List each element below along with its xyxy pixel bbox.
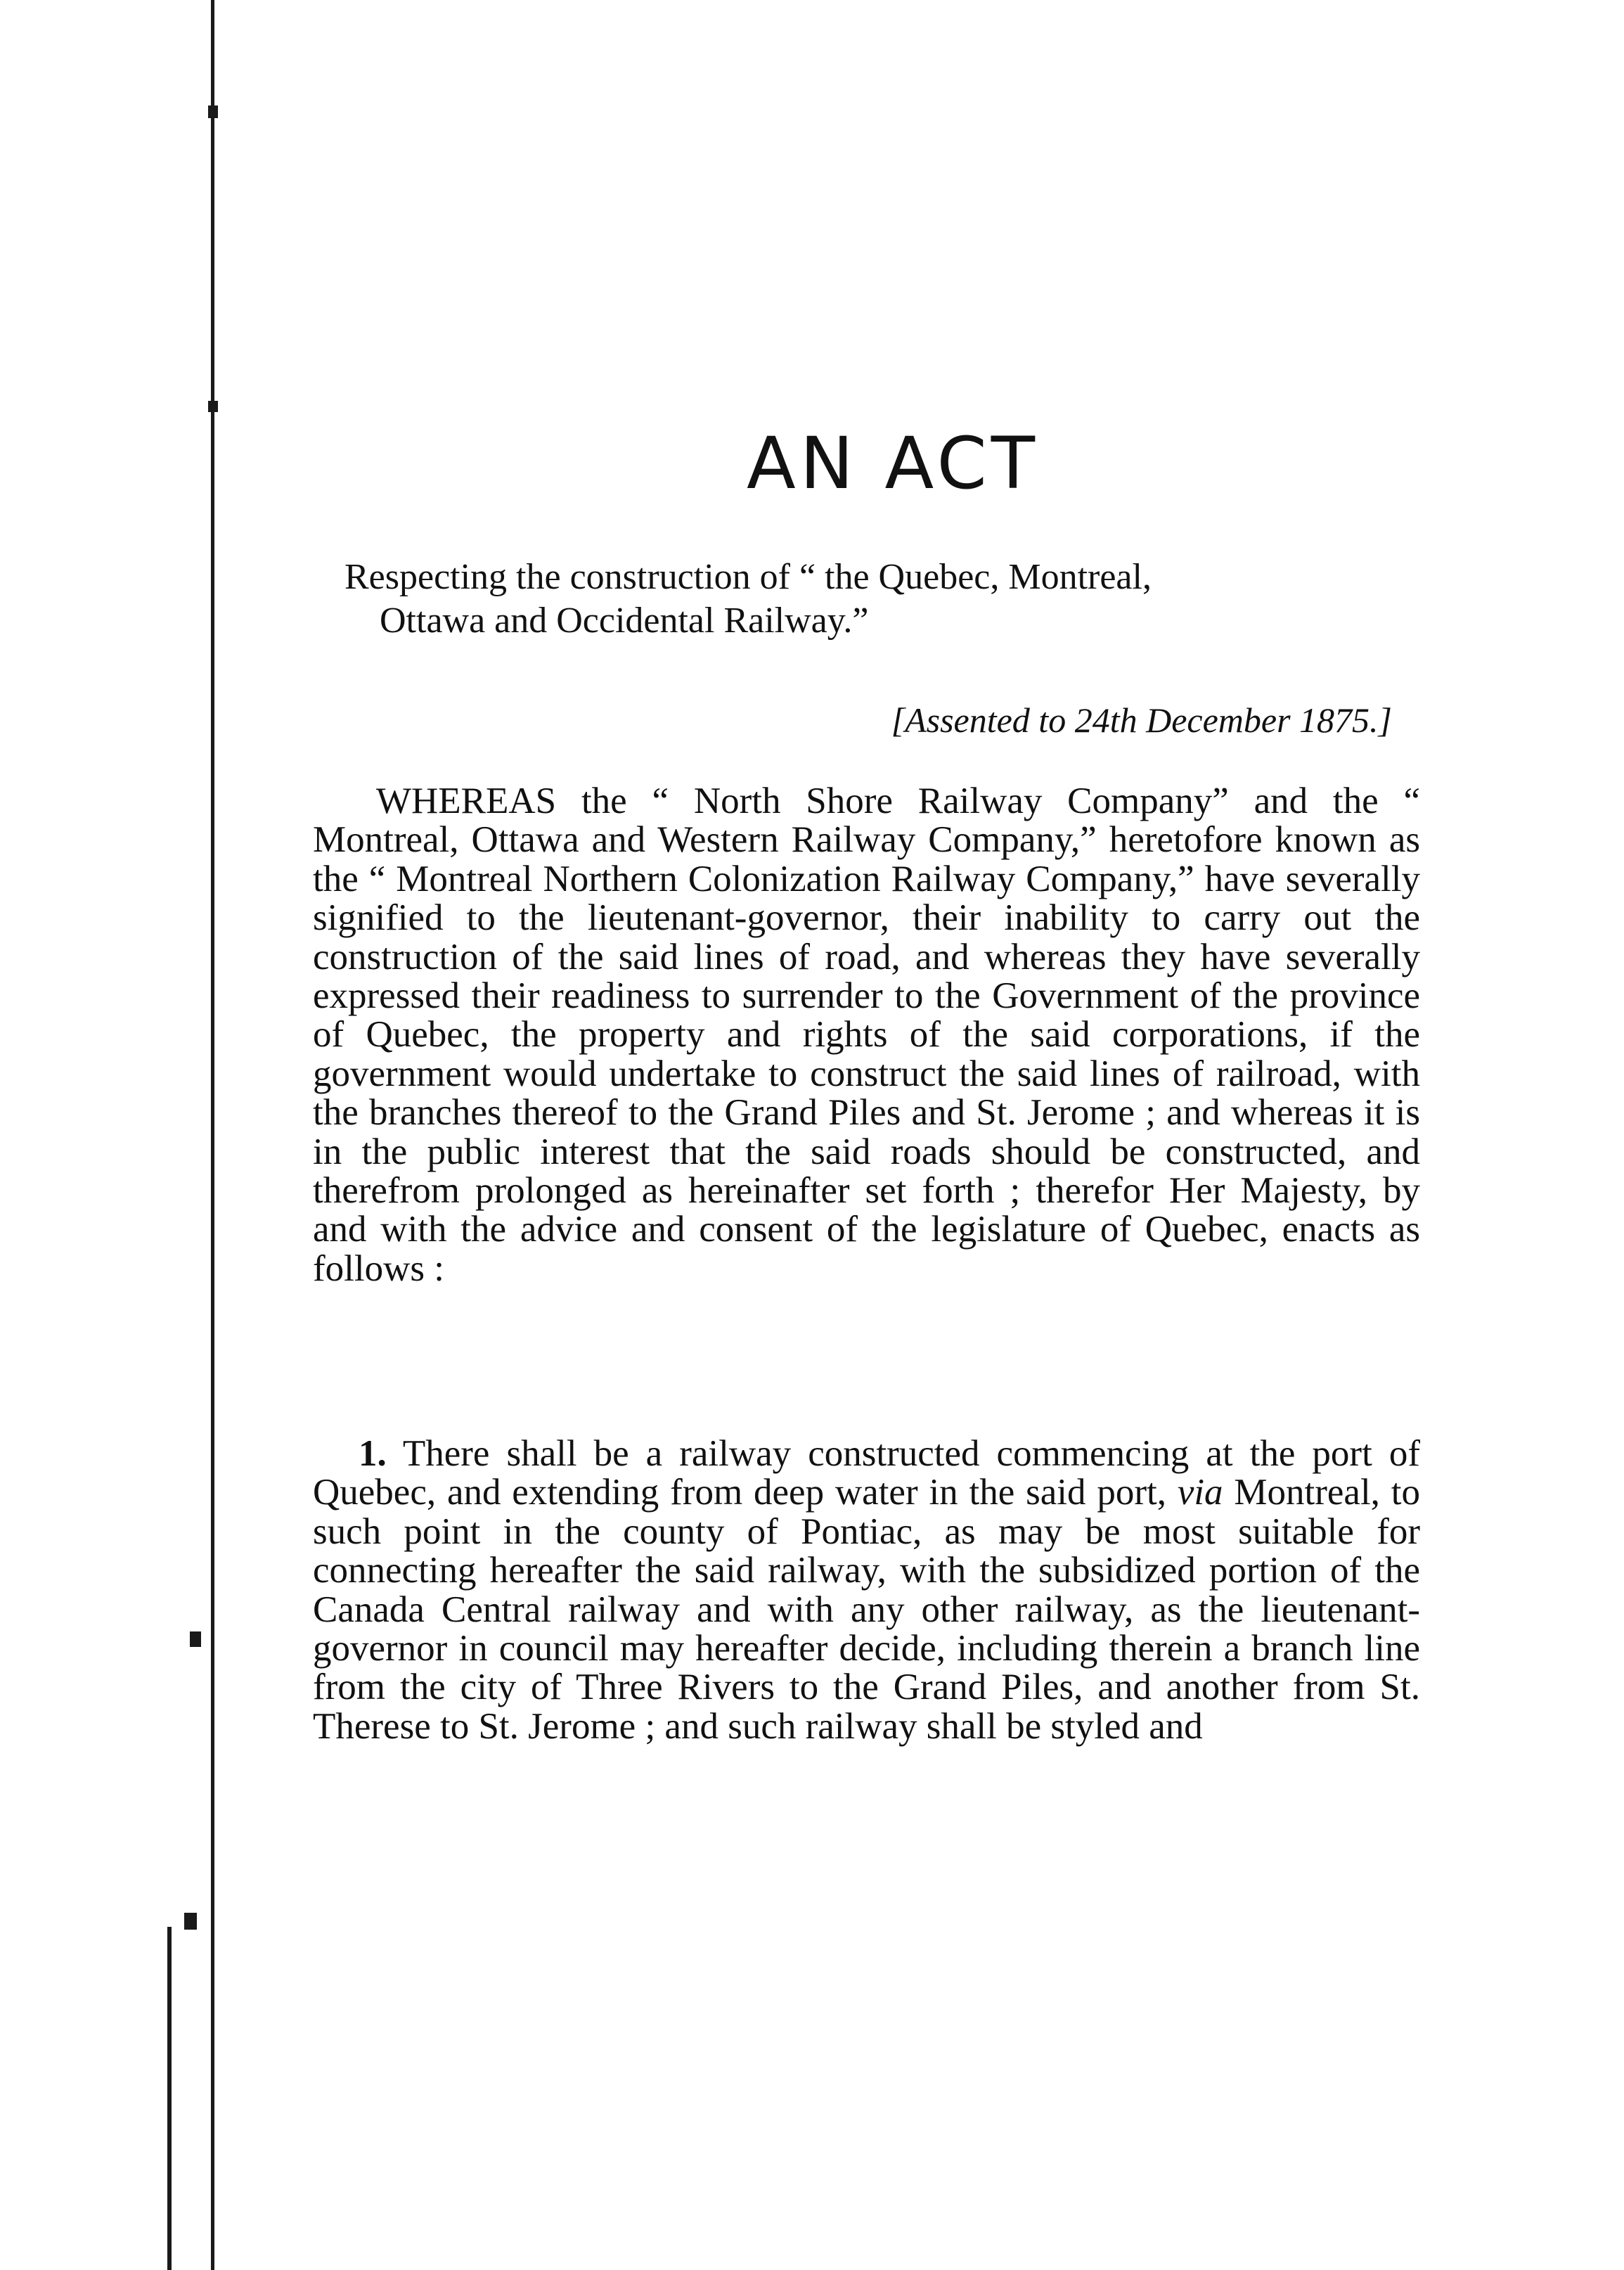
section-1-paragraph xyxy=(313,1435,1420,1746)
assent-date: [Assented to 24th December 1875.] xyxy=(891,700,1392,740)
section-1-via: via xyxy=(1177,1472,1223,1513)
binding-mark xyxy=(208,401,218,412)
page-binding-edge xyxy=(211,0,214,2270)
preamble-paragraph: WHEREAS the “ North Shore Railway Company” and the “ Montreal, Ottawa and Western Railway Company,” heretofore known as the “ Montreal Northern Colonization Railway Company,” have severally signified to the lieutenant-governor, their inability to carry out the construction of the said lines of road, and whereas they have severally expressed their readiness to surrender to the Government of the province of Quebec, the property and rights of the said corporations, if the government would undertake to construct the said lines of railroad, with the branches thereof to the Grand Piles and St. Jerome ; and whereas it is in the public interest that the said roads should be constructed, and therefrom prolonged as hereinafter set forth ; therefor Her Majesty, by and with the advice and consent of the legislature of Quebec, enacts as follows : xyxy=(313,781,1420,1289)
act-subtitle xyxy=(344,556,1441,643)
section-number: 1. xyxy=(359,1433,387,1474)
section-1-text-b: Montreal, to such point in the county of Pontiac, as may be most suitable for connecting hereafter the said railway, with the subsidized portion of the Canada Central railway and with any other railway, as the lieutenant-governor in council may hereafter decide, including therein a branch line from the city of Three Rivers to the Grand Piles, and another from St. Therese to St. Jerome ; and such railway shall be styled and xyxy=(313,1472,1420,1747)
binding-mark xyxy=(184,1913,197,1930)
binding-edge-lower xyxy=(167,1927,172,2270)
binding-mark xyxy=(190,1631,201,1647)
binding-mark xyxy=(208,105,218,118)
section-1-text-a: There shall be a railway constructed commencing at the port of Quebec, and extending from deep water in the said port, xyxy=(313,1433,1420,1513)
subtitle-line-2: Ottawa and Occidental Railway.” xyxy=(380,601,869,641)
act-title: AN ACT xyxy=(746,422,1039,506)
subtitle-line-1: Respecting the construction of “ the Quebec, Montreal, xyxy=(344,557,1152,597)
